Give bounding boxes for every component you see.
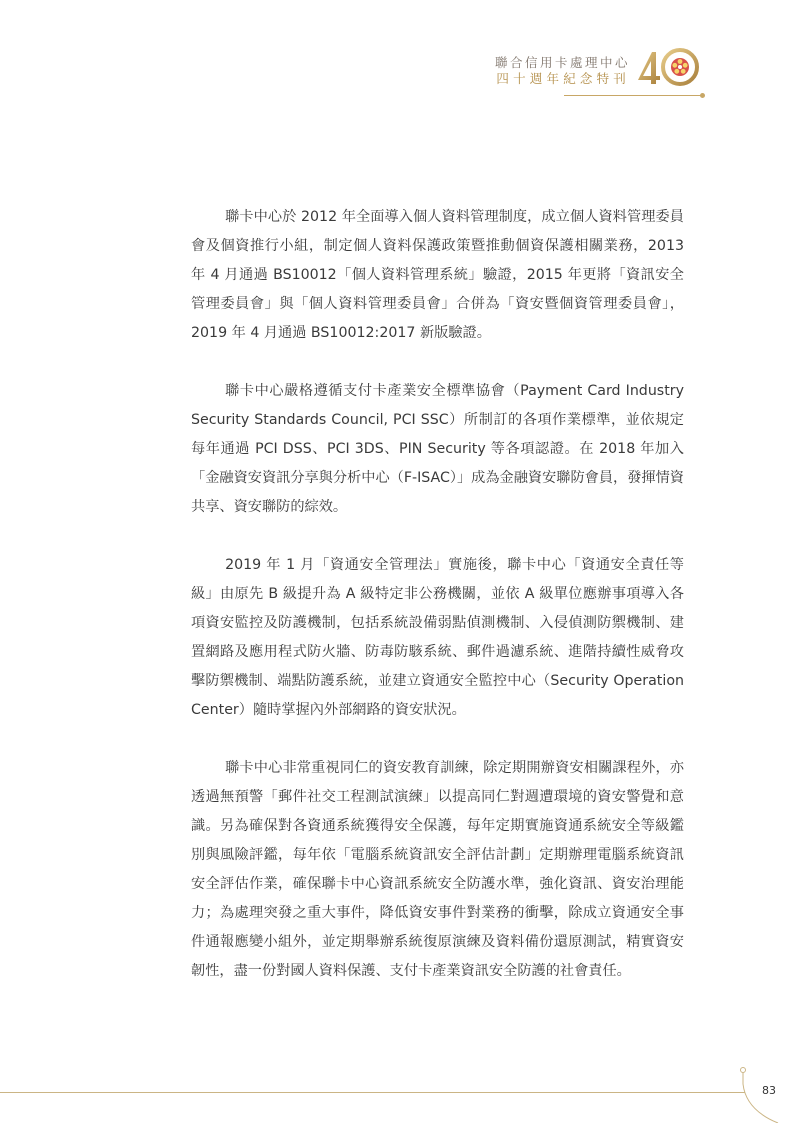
- paragraph-pci-compliance: 聯卡中心嚴格遵循支付卡產業安全標準協會（Payment Card Industry Security Standards Council, PCI SSC）所制訂的各項作業標準，並依規定每年通過 PCI DSS、PCI 3DS、PIN Security 等各項認證。在 2018 年加入「金融資安資訊分享與分析中心（F-ISAC）」成為金融資安聯防會員，發揮情資共享、資安聯防的綜效。: [191, 383, 684, 515]
- publication-title: [495, 55, 630, 87]
- article-body: [191, 203, 684, 1015]
- page-header: [460, 50, 700, 98]
- footer-divider: [0, 1092, 745, 1093]
- paragraph-security-training: 聯卡中心非常重視同仁的資安教育訓練，除定期開辦資安相關課程外，亦透過無預警「郵件社交工程測試演練」以提高同仁對週遭環境的資安警覺和意識。另為確保對各資通系統獲得安全保護，每年定期實施資通系統安全等級鑑別與風險評鑑，每年依「電腦系統資訊安全評估計劃」定期辦理電腦系統資訊安全評估作業，確保聯卡中心資訊系統安全防護水準，強化資訊、資安治理能力；為處理突發之重大事件，降低資安事件對業務的衝擊，除成立資通安全事件通報應變小組外，並定期舉辦系統復原演練及資料備份還原測試，精實資安韌性，盡一份對國人資料保護、支付卡產業資訊安全防護的社會責任。: [191, 760, 684, 979]
- anniversary-40-logo-icon: [632, 46, 700, 88]
- paragraph-cybersecurity-act: 2019 年 1 月「資通安全管理法」實施後，聯卡中心「資通安全責任等級」由原先 B 級提升為 A 級特定非公務機關，並依 A 級單位應辦事項導入各項資安監控及防護機制，包括系統設備弱點偵測機制、入侵偵測防禦機制、建置網路及應用程式防火牆、防毒防駭系統、郵件過濾系統、進階持續性威脅攻擊防禦機制、端點防護系統，並建立資通安全監控中心（Security Operation Center）隨時掌握內外部網路的資安狀況。: [191, 557, 684, 718]
- paragraph-personal-data-management: 聯卡中心於 2012 年全面導入個人資料管理制度，成立個人資料管理委員會及個資推行小組，制定個人資料保護政策暨推動個資保護相關業務，2013 年 4 月通過 BS10012「個人資料管理系統」驗證，2015 年更將「資訊安全管理委員會」與「個人資料管理委員會」合併為「資安暨個資管理委員會」，2019 年 4 月通過 BS10012:2017 新版驗證。: [191, 209, 684, 341]
- header-divider: [564, 95, 702, 96]
- page-number: 83: [762, 1084, 776, 1097]
- publication-title-line2: 四十週年紀念特刊: [496, 71, 630, 86]
- publication-title-line1: 聯合信用卡處理中心: [494, 55, 630, 70]
